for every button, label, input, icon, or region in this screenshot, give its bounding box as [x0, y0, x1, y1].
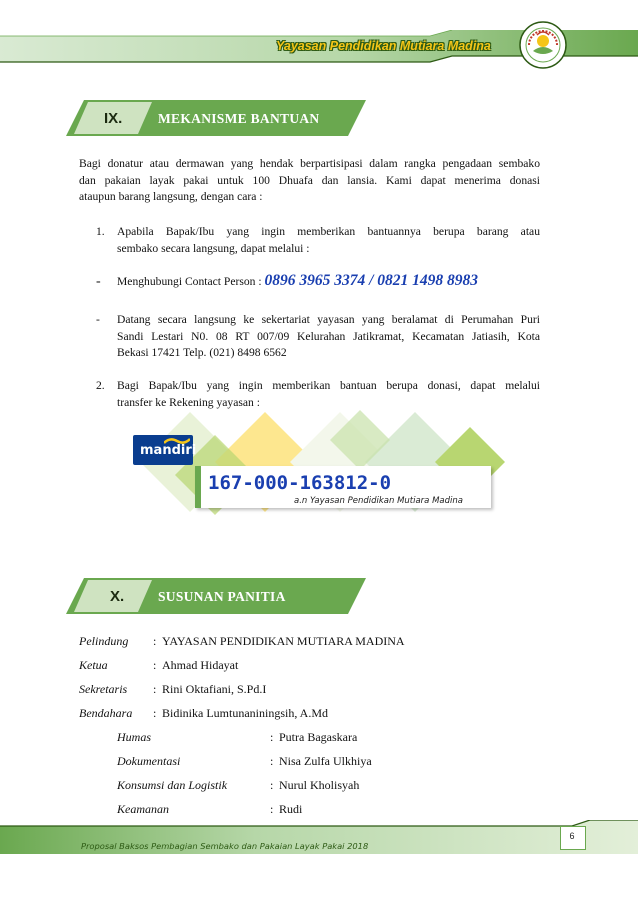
member-name: Bidinika Lumtunaniningsih, A.Md: [162, 706, 329, 720]
member-separator: :: [153, 682, 157, 696]
mandiri-brand-text: mandiri: [140, 443, 197, 458]
sub-role: Humas: [117, 730, 152, 744]
account-number: 167-000-163812-0: [208, 472, 392, 494]
member-name: YAYASAN PENDIDIKAN MUTIARA MADINA: [162, 634, 405, 648]
list-item-1: [117, 224, 540, 257]
account-card-accent: [195, 466, 201, 508]
sub-name: Nurul Kholisyah: [279, 778, 360, 792]
footer-text: Proposal Baksos Pembagian Sembako dan Pakaian Layak Pakai 2018: [81, 841, 369, 851]
page-number: 6: [569, 831, 575, 841]
intro-line: dan pakaian layak pakai untuk 100 Dhuafa dan lansia. Kami dapat menerima donasi: [79, 173, 540, 187]
sub-role: Dokumentasi: [117, 754, 181, 768]
address-bullet: [117, 312, 540, 362]
member-role: Sekretaris: [79, 682, 128, 696]
section-number-ix: IX.: [104, 110, 123, 127]
intro-line: Bagi donatur atau dermawan yang hendak berpartisipasi dalam rangka pengadaan sembako: [79, 157, 540, 170]
item-line: Apabila Bapak/Ibu yang ingin memberikan bantuannya berupa barang atau: [117, 225, 540, 238]
member-separator: :: [153, 658, 157, 672]
item-line: sembako secara langsung, dapat melalui :: [117, 241, 310, 255]
item-line: Bagi Bapak/Ibu yang ingin memberikan bantuan berupa donasi, dapat melalui: [117, 379, 540, 392]
item-line: Sandi Lestari N0. 08 RT 007/09 Kelurahan Jatikramat, Kecamatan Jatiasih, Kota: [117, 329, 540, 343]
section-number-x: X.: [110, 588, 125, 605]
foundation-seal-icon: [519, 21, 567, 69]
sub-separator: :: [270, 730, 274, 744]
member-name: Rini Oktafiani, S.Pd.I: [162, 682, 267, 696]
sub-role: Konsumsi dan Logistik: [117, 778, 228, 792]
account-holder-name: a.n Yayasan Pendidikan Mutiara Madina: [294, 496, 463, 506]
item-line: transfer ke Rekening yayasan :: [117, 395, 260, 409]
contact-phone-number: 0896 3965 3374 / 0821 1498 8983: [264, 272, 479, 289]
member-role: Pelindung: [79, 634, 129, 648]
member-separator: :: [153, 706, 157, 720]
item-line: Bekasi 17421 Telp. (021) 8498 6562: [117, 346, 287, 360]
intro-line: ataupun barang langsung, dengan cara :: [79, 190, 263, 204]
member-separator: :: [153, 634, 157, 648]
sub-separator: :: [270, 754, 274, 768]
member-role: Bendahara: [79, 706, 133, 720]
bullet-marker: -: [96, 274, 101, 289]
list-marker: 1.: [96, 225, 105, 238]
sub-separator: :: [270, 802, 274, 816]
bullet-marker: -: [96, 313, 100, 326]
sub-name: Rudi: [279, 802, 303, 816]
intro-paragraph: [79, 156, 540, 206]
sub-name: Putra Bagaskara: [279, 730, 358, 744]
header-title: Yayasan Pendidikan Mutiara Madina: [276, 39, 491, 53]
list-marker: 2.: [96, 379, 105, 392]
section-title-susunan-panitia: SUSUNAN PANITIA: [158, 589, 286, 604]
sub-name: Nisa Zulfa Ulkhiya: [279, 754, 372, 768]
contact-person-label: Menghubungi Contact Person :: [117, 275, 265, 288]
sub-separator: :: [270, 778, 274, 792]
section-title-mekanisme: MEKANISME BANTUAN: [158, 111, 320, 126]
item-line: Datang secara langsung ke sekertariat yayasan yang beralamat di Perumahan Puri: [117, 313, 540, 326]
member-role: Ketua: [79, 658, 108, 672]
sub-role: Keamanan: [117, 802, 169, 816]
member-name: Ahmad Hidayat: [162, 658, 239, 672]
contact-person-line: [117, 273, 478, 291]
footer-band: [0, 820, 638, 860]
